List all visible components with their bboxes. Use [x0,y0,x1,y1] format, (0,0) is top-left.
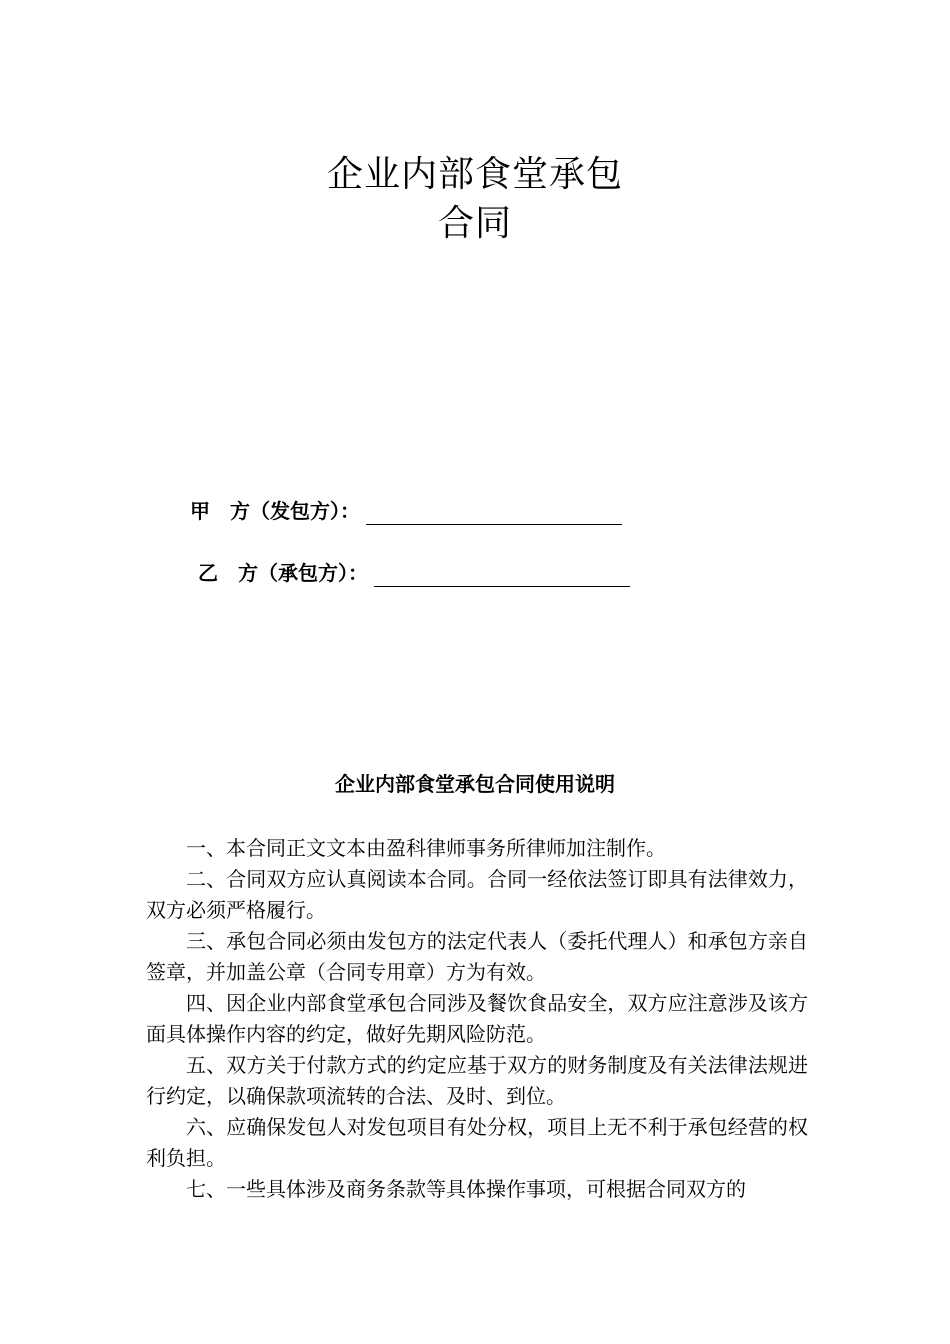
party-a-blank [366,500,622,525]
instruction-item-4: 四、因企业内部食堂承包合同涉及餐饮食品安全，双方应注意涉及该方面具体操作内容的约定，做好先期风险防范。 [146,991,808,1046]
party-a-char: 甲 [190,499,210,523]
instruction-item-6: 六、应确保发包人对发包项目有处分权，项目上无不利于承包经营的权利负担。 [146,1115,808,1170]
party-b-label: 方（承包方）： [238,561,368,585]
instruction-item-5: 五、双方关于付款方式的约定应基于双方的财务制度及有关法律法规进行约定，以确保款项流转的合法、及时、到位。 [146,1053,808,1108]
party-b-char: 乙 [198,561,218,585]
party-a-line [190,497,622,525]
instruction-item-7: 七、一些具体涉及商务条款等具体操作事项，可根据合同双方的 [186,1177,746,1201]
instruction-item-1: 一、本合同正文文本由盈科律师事务所律师加注制作。 [186,836,666,860]
instructions-title: 企业内部食堂承包合同使用说明 [335,772,615,796]
instruction-item-3: 三、承包合同必须由发包方的法定代表人（委托代理人）和承包方亲自签章，并加盖公章（合同专用章）方为有效。 [146,929,808,984]
party-b-line [198,559,630,587]
instruction-item-2: 二、合同双方应认真阅读本合同。合同一经依法签订即具有法律效力，双方必须严格履行。 [146,867,808,922]
document-title-line1: 企业内部食堂承包 [326,154,623,195]
instructions-body [146,833,808,1205]
party-a-label: 方（发包方）： [230,499,360,523]
document-title-line2: 合同 [437,203,512,244]
party-b-blank [374,562,630,587]
